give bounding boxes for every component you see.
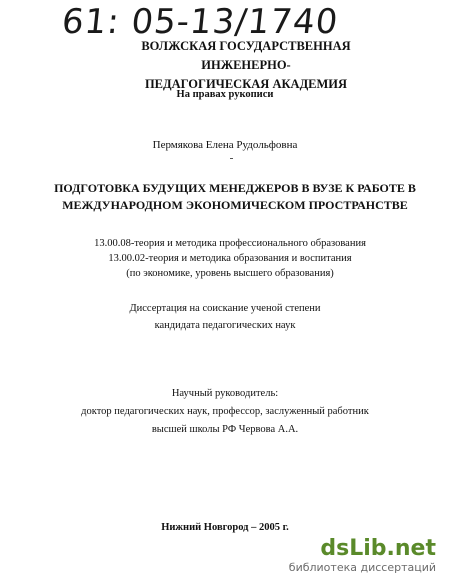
specialty-note: (по экономике, уровень высшего образования) xyxy=(126,268,334,279)
specialty-2: 13.00.02-теория и методика образования и воспитания xyxy=(108,253,352,264)
dissertation-title xyxy=(40,180,430,214)
watermark xyxy=(289,537,436,574)
archive-number-handwritten: 61: 05-13/1740 xyxy=(59,2,341,42)
author-name: Пермякова Елена Рудольфовна xyxy=(152,139,298,151)
title-line-1: ПОДГОТОВКА БУДУЩИХ МЕНЕДЖЕРОВ В ВУЗЕ К РАБОТЕ В xyxy=(54,181,416,195)
title-line-2: МЕЖДУНАРОДНОМ ЭКОНОМИЧЕСКОМ ПРОСТРАНСТВЕ xyxy=(62,198,408,212)
manuscript-rights: На правах рукописи xyxy=(176,89,274,100)
degree-line-2: кандидата педагогических наук xyxy=(154,320,296,331)
organization-line-1: ВОЛЖСКАЯ ГОСУДАРСТВЕННАЯ ИНЖЕНЕРНО- xyxy=(141,39,351,72)
watermark-tagline: библиотека диссертаций xyxy=(288,561,436,574)
supervisor-heading: Научный руководитель: xyxy=(171,388,279,399)
organization-name xyxy=(96,37,396,94)
watermark-brand: dsLib.net xyxy=(320,536,436,561)
supervisor-credentials: доктор педагогических наук, профессор, заслуженный работник xyxy=(81,406,369,417)
organization-line-2: ПЕДАГОГИЧЕСКАЯ АКАДЕМИЯ xyxy=(144,77,348,91)
city-year: Нижний Новгород – 2005 г. xyxy=(161,522,289,533)
scan-mark xyxy=(230,158,233,159)
specialty-1: 13.00.08-теория и методика профессионального образования xyxy=(94,238,366,249)
degree-line-1: Диссертация на соискание ученой степени xyxy=(129,303,321,314)
supervisor-name: высшей школы РФ Червова А.А. xyxy=(151,424,299,435)
supervisor-block xyxy=(0,385,450,439)
specialties xyxy=(40,236,420,281)
degree-statement xyxy=(0,300,450,334)
